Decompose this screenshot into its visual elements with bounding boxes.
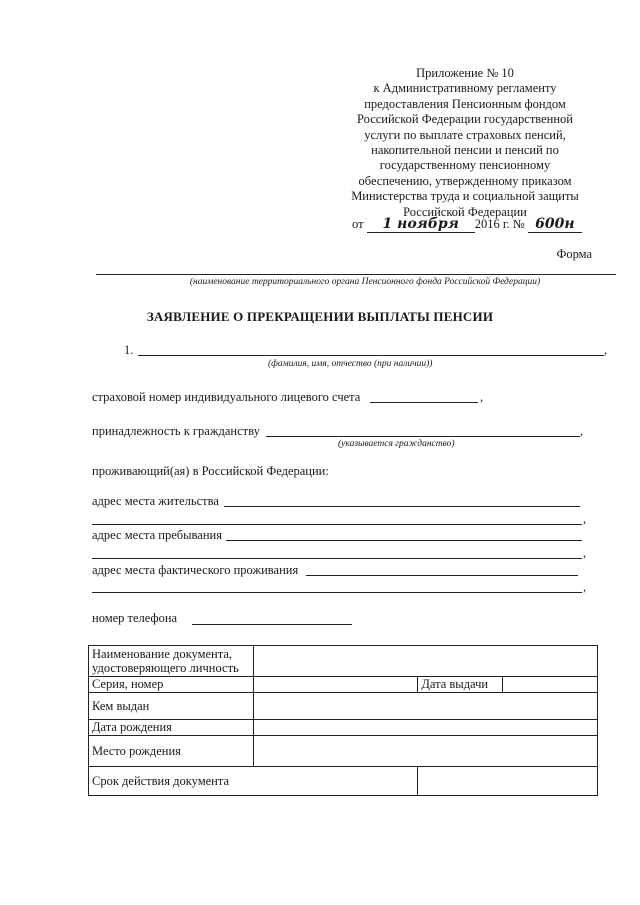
citizenship-label: принадлежность к гражданству [92, 424, 260, 438]
series-label: Серия, номер [89, 677, 254, 693]
phone-label: номер телефона [92, 611, 178, 625]
page-title: ЗАЯВЛЕНИЕ О ПРЕКРАЩЕНИИ ВЫПЛАТЫ ПЕНСИИ [146, 309, 494, 324]
birth-date-label: Дата рождения [89, 720, 254, 736]
header-line: Министерства труда и социальной защиты [351, 189, 579, 204]
residing-label: проживающий(ая) в Российской Федерации: [92, 464, 329, 478]
citizenship-caption: (указывается гражданство) [338, 439, 455, 449]
header-line: услуги по выплате страховых пенсий, [364, 127, 566, 142]
snils-field[interactable] [370, 402, 478, 403]
date-prefix: от [352, 217, 364, 231]
header-line: Российской Федерации государственной [357, 112, 573, 127]
org-name-line[interactable] [96, 274, 616, 275]
regulation-header [320, 66, 610, 220]
handwritten-order-number: 600н [528, 216, 582, 233]
doc-name-input[interactable] [253, 646, 597, 677]
birth-place-input[interactable] [253, 736, 597, 767]
fio-field[interactable] [138, 355, 604, 356]
phone-field[interactable] [192, 624, 352, 625]
table-row [89, 720, 598, 736]
issued-by-input[interactable] [253, 693, 597, 720]
address-stay-field[interactable] [226, 540, 582, 541]
address-actual-field[interactable] [306, 575, 578, 576]
table-row [89, 767, 598, 796]
org-caption: (наименование территориального органа Пенсионного фонда Российской Федерации) [189, 277, 541, 287]
year-text: 2016 г. № [474, 217, 525, 231]
validity-label: Срок действия документа [89, 767, 418, 796]
issue-date-label: Дата выдачи [418, 677, 503, 693]
issue-date-input[interactable] [503, 677, 598, 693]
address-residence-field[interactable] [224, 506, 580, 507]
table-row [89, 646, 598, 677]
comma: , [583, 580, 587, 594]
address-actual-field-2[interactable] [92, 592, 582, 593]
issued-by-label: Кем выдан [89, 693, 254, 720]
address-actual-label: адрес места фактического проживания [92, 563, 299, 577]
birth-place-label: Место рождения [89, 736, 254, 767]
comma: , [480, 390, 484, 404]
comma: , [580, 424, 584, 438]
doc-name-label: Наименование документа, [92, 647, 233, 661]
birth-date-input[interactable] [253, 720, 597, 736]
doc-name-label-cell [89, 646, 254, 677]
table-row [89, 693, 598, 720]
fio-caption: (фамилия, имя, отчество (при наличии)) [268, 359, 433, 369]
header-line: Приложение № 10 [416, 66, 514, 80]
table-row [89, 736, 598, 767]
header-line: предоставления Пенсионным фондом [364, 96, 566, 111]
order-date-line [352, 216, 582, 233]
series-input[interactable] [253, 677, 418, 693]
header-line: обеспечению, утвержденному приказом [358, 173, 572, 188]
header-line: государственному пенсионному [379, 158, 551, 173]
comma: , [583, 512, 587, 526]
comma: , [604, 343, 608, 357]
address-stay-label: адрес места пребывания [92, 528, 222, 542]
address-stay-field-2[interactable] [92, 558, 582, 559]
citizenship-field[interactable] [266, 436, 580, 437]
validity-input[interactable] [418, 767, 598, 796]
handwritten-date: 1 ноября [367, 216, 475, 233]
header-line: к Административному регламенту [373, 81, 557, 96]
form-label: Форма [556, 247, 592, 261]
snils-label: страховой номер индивидуального лицевого счета [92, 390, 361, 404]
identity-document-table [88, 645, 598, 796]
doc-name-label: удостоверяющего личность [92, 661, 239, 675]
table-row [89, 677, 598, 693]
item-number: 1. [124, 343, 134, 357]
address-residence-label: адрес места жительства [92, 494, 219, 508]
header-line: накопительной пенсии и пенсий по [371, 143, 559, 158]
header-line: Российской Федерации [403, 204, 527, 219]
address-residence-field-2[interactable] [92, 524, 582, 525]
comma: , [583, 546, 587, 560]
